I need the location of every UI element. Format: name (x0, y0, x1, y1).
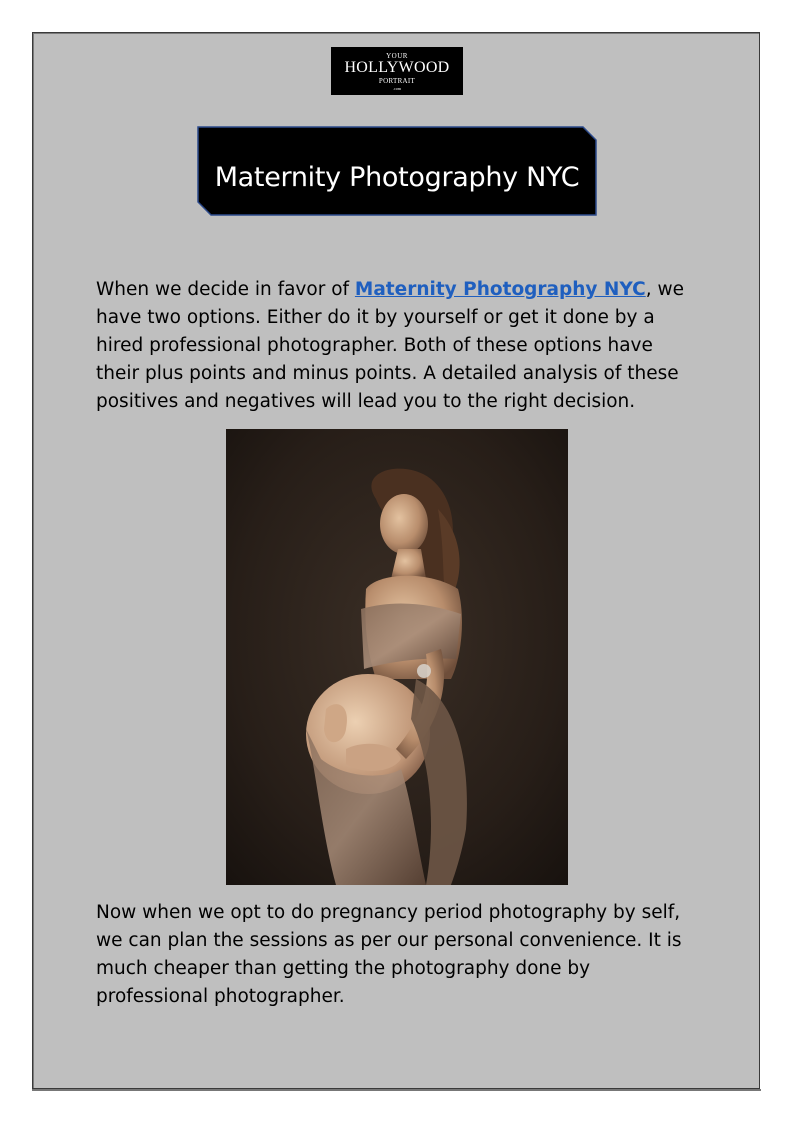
maternity-photography-link[interactable]: Maternity Photography NYC (354, 279, 646, 300)
maternity-photo (226, 429, 568, 885)
hollywood-portrait-logo[interactable] (331, 47, 463, 95)
page-title: Maternity Photography NYC (214, 162, 580, 193)
intro-text-after-link: , we have two options. Either do it by yourself or get it done by a hired professional photographer. Both of these options have their plus points and minus points. A detailed analysis of these positives and negatives will lead you to the right decision. (96, 279, 685, 412)
logo-line-hollywood: HOLLYWOOD (344, 59, 450, 76)
logo-line-your: YOUR (386, 52, 408, 60)
page-bottom-border (32, 1089, 761, 1091)
intro-paragraph (96, 276, 696, 416)
title-banner (197, 126, 597, 216)
logo-line-portrait: PORTRAIT (378, 77, 416, 85)
maternity-photo-image (226, 429, 568, 885)
intro-text-before-link: When we decide in favor of (96, 279, 355, 300)
second-paragraph: Now when we opt to do pregnancy period photography by self, we can plan the sessions as per our personal convenience. It is much cheaper than getting the photography done by professional photographer. (96, 902, 682, 1007)
logo-line-domain: .com (393, 86, 401, 91)
